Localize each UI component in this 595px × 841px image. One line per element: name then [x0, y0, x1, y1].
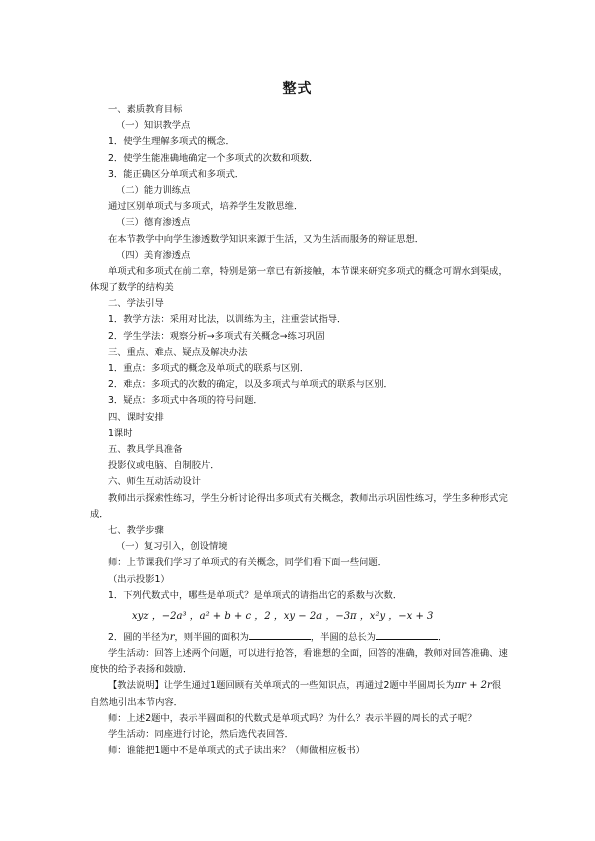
paragraph: 通过区别单项式与多项式，培养学生发散思维． [108, 201, 304, 213]
question-text: ． [437, 631, 448, 643]
question-text: 2．圆的半径为 [108, 631, 170, 643]
math-expression-row: xyz ，−2a³ ，a² + b + c ，2 ，xy − 2a ，−3π ，x²y ，−x + 3 [132, 610, 434, 622]
question-text: ，则半圆的面积为 [174, 631, 249, 643]
list-item: 2．学生学法：观察分析→多项式有关概念→练习巩固 [108, 330, 325, 342]
note-text: 很自然地引出本节内容． [90, 680, 502, 708]
page-title: 整式 [282, 81, 313, 97]
document-body [90, 102, 510, 759]
list-item: 1．重点：多项式的概念及单项式的联系与区别． [108, 363, 310, 375]
section-heading: 七、教学步骤 [108, 524, 164, 536]
list-item: 1．下列代数式中，哪些是单项式？是单项式的请指出它的系数与次数． [108, 589, 403, 601]
answer-blank [376, 630, 438, 640]
section-heading: 一、素质教育目标 [108, 104, 183, 115]
paragraph: 投影仪或电脑、自制胶片． [108, 460, 220, 472]
section-heading: 三、重点、难点、疑点及解决办法 [108, 346, 248, 358]
paragraph: 1课时 [108, 427, 133, 439]
paragraph: 学生活动：回答上述两个问题，可以进行抢答，看谁想的全面，回答的准确，教师对回答准确、速度快的给予表扬和鼓励． [90, 648, 508, 676]
paragraph: 师：谁能把1题中不是单项式的式子读出来？（师做相应板书） [108, 745, 365, 757]
section-heading: 二、学法引导 [108, 298, 164, 310]
paragraph: 教师出示探索性练习，学生分析讨论得出多项式有关概念，教师出示巩固性练习，学生多种形式完成． [90, 492, 508, 520]
subsection-heading: （一）复习引入，创设情境 [116, 541, 228, 553]
section-heading: 四、课时安排 [108, 411, 164, 423]
paragraph: 师：上述2题中，表示半圆面积的代数式是单项式吗？为什么？表示半圆的周长的式子呢？ [108, 712, 477, 724]
paragraph: 在本节教学中向学生渗透数学知识来源于生活，又为生活而服务的辩证思想． [108, 233, 425, 245]
subsection-heading: （四）美育渗透点 [116, 249, 191, 261]
paragraph: （出示投影1） [108, 573, 170, 585]
question-text: ，半圆的总长为 [310, 631, 376, 643]
paragraph: 学生活动：同座进行讨论，然后选代表回答． [108, 729, 294, 741]
list-item: 3．能正确区分单项式和多项式． [108, 168, 245, 180]
list-item: 2．难点：多项式的次数的确定，以及多项式与单项式的联系与区别． [108, 379, 393, 391]
subsection-heading: （二）能力训练点 [116, 184, 191, 196]
list-item: 1．使学生理解多项式的概念． [108, 136, 235, 148]
answer-blank [249, 630, 311, 640]
radius-variable: r [169, 631, 175, 643]
subsection-heading: （三）德育渗透点 [116, 217, 191, 229]
section-heading: 六、师生互动活动设计 [108, 476, 201, 488]
list-item [90, 630, 510, 646]
list-item: 2．使学生能准确地确定一个多项式的次数和项数． [108, 152, 319, 164]
subsection-heading: （一）知识教学点 [116, 120, 191, 132]
teaching-note [90, 678, 510, 710]
paragraph: 师：上节课我们学习了单项式的有关概念，同学们看下面一些问题． [108, 557, 387, 569]
section-heading: 五、教具学具准备 [108, 443, 183, 455]
list-item: 1．教学方法：采用对比法，以训练为主，注重尝试指导． [108, 314, 347, 326]
note-text: 【教法说明】让学生通过1题回顾有关单项式的一些知识点，再通过2题中半圆周长为 [108, 680, 455, 692]
perimeter-expression: πr + 2r [454, 680, 492, 692]
list-item: 3．疑点：多项式中各项的符号问题． [108, 395, 263, 407]
paragraph: 单项式和多项式在前二章，特别是第一章已有新接触，本节课来研究多项式的概念可谓水到渠成，体现了数学的结构美 [90, 265, 508, 294]
